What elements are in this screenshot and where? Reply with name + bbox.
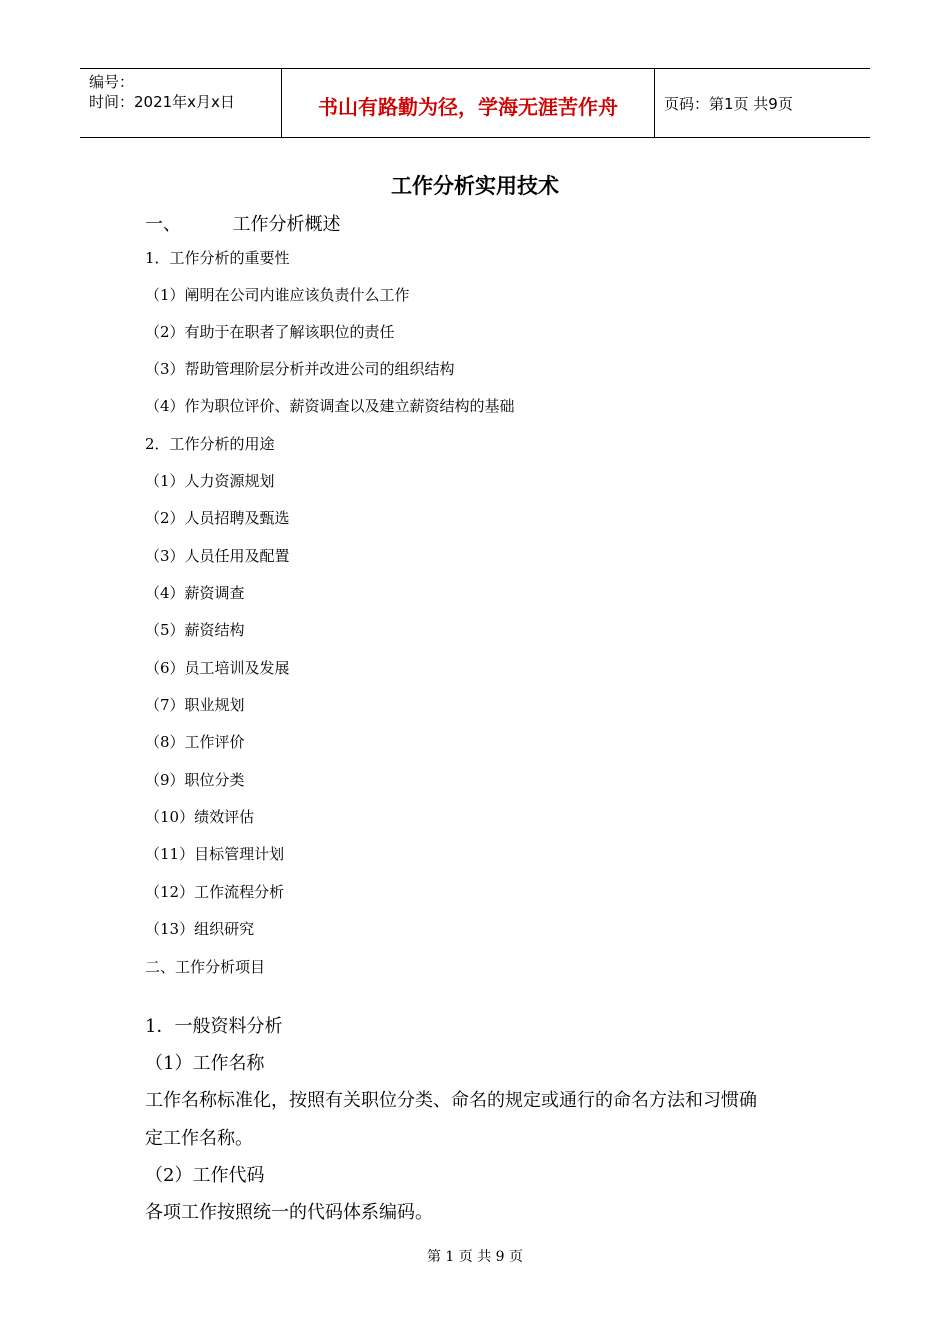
use-item: （6）员工培训及发展 (145, 659, 290, 677)
use-item: （3）人员任用及配置 (145, 547, 290, 565)
document-title: 工作分析实用技术 (391, 173, 559, 198)
section2-heading: 二、工作分析项目 (145, 958, 266, 976)
page-footer: 第 1 页 共 9 页 (426, 1249, 524, 1265)
paragraph-line: 各项工作按照统一的代码体系编码。 (145, 1202, 433, 1223)
paragraph-line: 工作名称标准化，按照有关职位分类、命名的规定或通行的命名方法和习惯确 (145, 1090, 757, 1111)
document-header (80, 68, 870, 138)
importance-item: （1）阐明在公司内谁应该负责什么工作 (145, 286, 410, 304)
use-item: （13）组织研究 (145, 920, 255, 938)
header-right-cell (655, 69, 870, 137)
importance-item: （4）作为职位评价、薪资调查以及建立薪资结构的基础 (145, 397, 515, 415)
use-item: （1）人力资源规划 (145, 472, 275, 490)
subheading-uses: 2．工作分析的用途 (145, 435, 275, 453)
number-label: 编号： (89, 73, 135, 91)
motto: 书山有路勤为径，学海无涯苦作舟 (318, 95, 618, 119)
use-item: （5）薪资结构 (145, 621, 245, 639)
use-item: （10）绩效评估 (145, 808, 255, 826)
use-item: （11）目标管理计划 (145, 845, 285, 863)
use-item: （9）职位分类 (145, 771, 245, 789)
section1-heading (145, 210, 340, 236)
item-job-code: （2）工作代码 (145, 1165, 265, 1186)
use-item: （2）人员招聘及甄选 (145, 509, 290, 527)
header-middle-cell (281, 69, 655, 137)
section1-heading-text: 工作分析概述 (232, 214, 341, 235)
section1-heading-number: 一、 (145, 214, 181, 235)
header-left-cell (80, 69, 280, 137)
subheading-general-info: 1．一般资料分析 (145, 1016, 283, 1037)
header-page-info: 页码：第1页 共9页 (664, 95, 793, 113)
importance-item: （2）有助于在职者了解该职位的责任 (145, 323, 395, 341)
use-item: （7）职业规划 (145, 696, 245, 714)
paragraph-line: 定工作名称。 (145, 1128, 253, 1149)
use-item: （4）薪资调查 (145, 584, 245, 602)
use-item: （8）工作评价 (145, 733, 245, 751)
time-label: 时间：2021年x月x日 (89, 93, 235, 111)
subheading-importance: 1．工作分析的重要性 (145, 249, 290, 267)
item-job-title: （1）工作名称 (145, 1053, 265, 1074)
use-item: （12）工作流程分析 (145, 883, 285, 901)
importance-item: （3）帮助管理阶层分析并改进公司的组织结构 (145, 360, 455, 378)
